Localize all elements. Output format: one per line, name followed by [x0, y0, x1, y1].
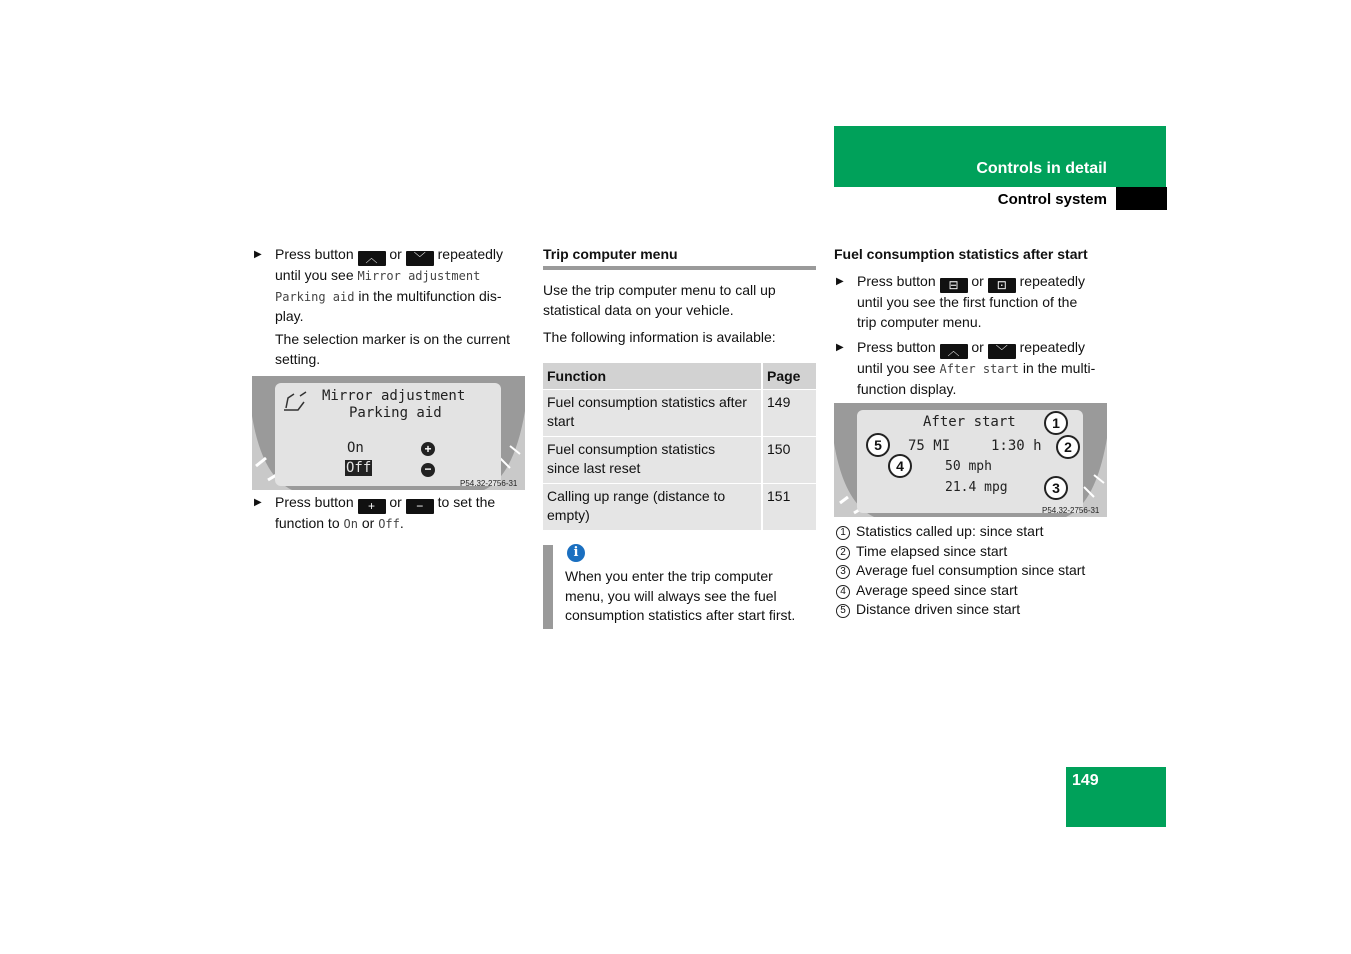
info-text: When you enter the trip computer menu, you will always see the fuel consumption statistics after start first.	[565, 568, 796, 623]
table-row: Fuel consumption statistics after start 149	[543, 390, 816, 437]
col-function: Function	[543, 363, 761, 390]
up-arrow-icon: ︿	[940, 344, 968, 359]
function-table	[543, 363, 816, 531]
page-number: 149	[1072, 772, 1099, 789]
legend-item: 5 Distance driven since start	[836, 600, 1116, 620]
down-arrow-icon: ﹀	[988, 344, 1016, 359]
middle-intro: Use the trip computer menu to call up statistical data on your vehicle.	[543, 282, 776, 318]
table-row: Calling up range (distance to empty) 151	[543, 484, 816, 531]
marker-2: 2	[1056, 435, 1080, 459]
section-subtitle: Control system	[997, 191, 1107, 208]
minus-icon: −	[421, 463, 435, 477]
bullet-arrow-icon: ▶	[836, 276, 844, 287]
middle-available: The following information is available:	[543, 329, 776, 345]
up-arrow-icon: ︿	[358, 251, 386, 266]
left-note: The selection marker is on the current setting.	[275, 331, 510, 367]
display-time: 1:30 h	[991, 438, 1042, 454]
multifunction-display-image	[252, 376, 525, 490]
marker-5: 5	[866, 433, 890, 457]
fuel-stats-heading: Fuel consumption statistics after start	[834, 246, 1088, 262]
display-line1: Mirror adjustment	[322, 388, 466, 404]
right-step2: Press button ︿ or ﹀ repeatedly until you see After start in the multi- function display.	[857, 339, 1096, 397]
marker-4: 4	[888, 454, 912, 478]
display-off: Off	[346, 460, 372, 476]
marker-3: 3	[1044, 476, 1068, 500]
display-distance: 75 MI	[908, 438, 951, 454]
display-title: After start	[923, 414, 1016, 430]
display-speed: 50 mph	[945, 459, 992, 474]
after-start-display-image	[834, 403, 1107, 517]
display-line2: Parking aid	[349, 405, 442, 421]
info-icon: i	[567, 544, 585, 562]
section-title: Controls in detail	[976, 160, 1107, 177]
legend-item: 3 Average fuel consumption since start	[836, 561, 1116, 581]
left-step1: Press button ︿ or ﹀ repeatedly until you see Mirror adjustment Parking aid in the multifunction dis- play.	[275, 246, 504, 324]
display-consumption: 21.4 mpg	[945, 480, 1008, 495]
legend-list	[836, 522, 1116, 620]
seat-icon	[280, 390, 310, 414]
bullet-arrow-icon: ▶	[836, 342, 844, 353]
col-page: Page	[761, 363, 816, 390]
right-step1: Press button ⊟ or ⊡ repeatedly until you see the first function of the trip computer menu.	[857, 273, 1086, 330]
legend-item: 4 Average speed since start	[836, 581, 1116, 601]
table-row: Fuel consumption statistics since last reset 150	[543, 437, 816, 484]
display-on: On	[347, 440, 364, 456]
plus-button-icon: +	[358, 499, 386, 514]
trip-up-icon: ⊟	[940, 278, 968, 293]
trip-computer-heading: Trip computer menu	[543, 246, 678, 262]
down-arrow-icon: ﹀	[406, 251, 434, 266]
bullet-arrow-icon: ▶	[254, 249, 262, 260]
minus-button-icon: −	[406, 499, 434, 514]
heading-rule	[543, 266, 816, 270]
trip-down-icon: ⊡	[988, 278, 1016, 293]
table-header-row	[543, 363, 816, 390]
image-code: P54.32-2756-31	[1042, 506, 1100, 515]
image-code: P54.32-2756-31	[460, 479, 518, 488]
marker-1: 1	[1044, 411, 1068, 435]
legend-item: 1 Statistics called up: since start	[836, 522, 1116, 542]
info-bar	[543, 545, 553, 629]
legend-item: 2 Time elapsed since start	[836, 542, 1116, 562]
subtitle-marker	[1116, 187, 1167, 210]
plus-icon: +	[421, 442, 435, 456]
bullet-arrow-icon: ▶	[254, 497, 262, 508]
left-step2: Press button + or − to set the function to On or Off.	[275, 494, 496, 531]
